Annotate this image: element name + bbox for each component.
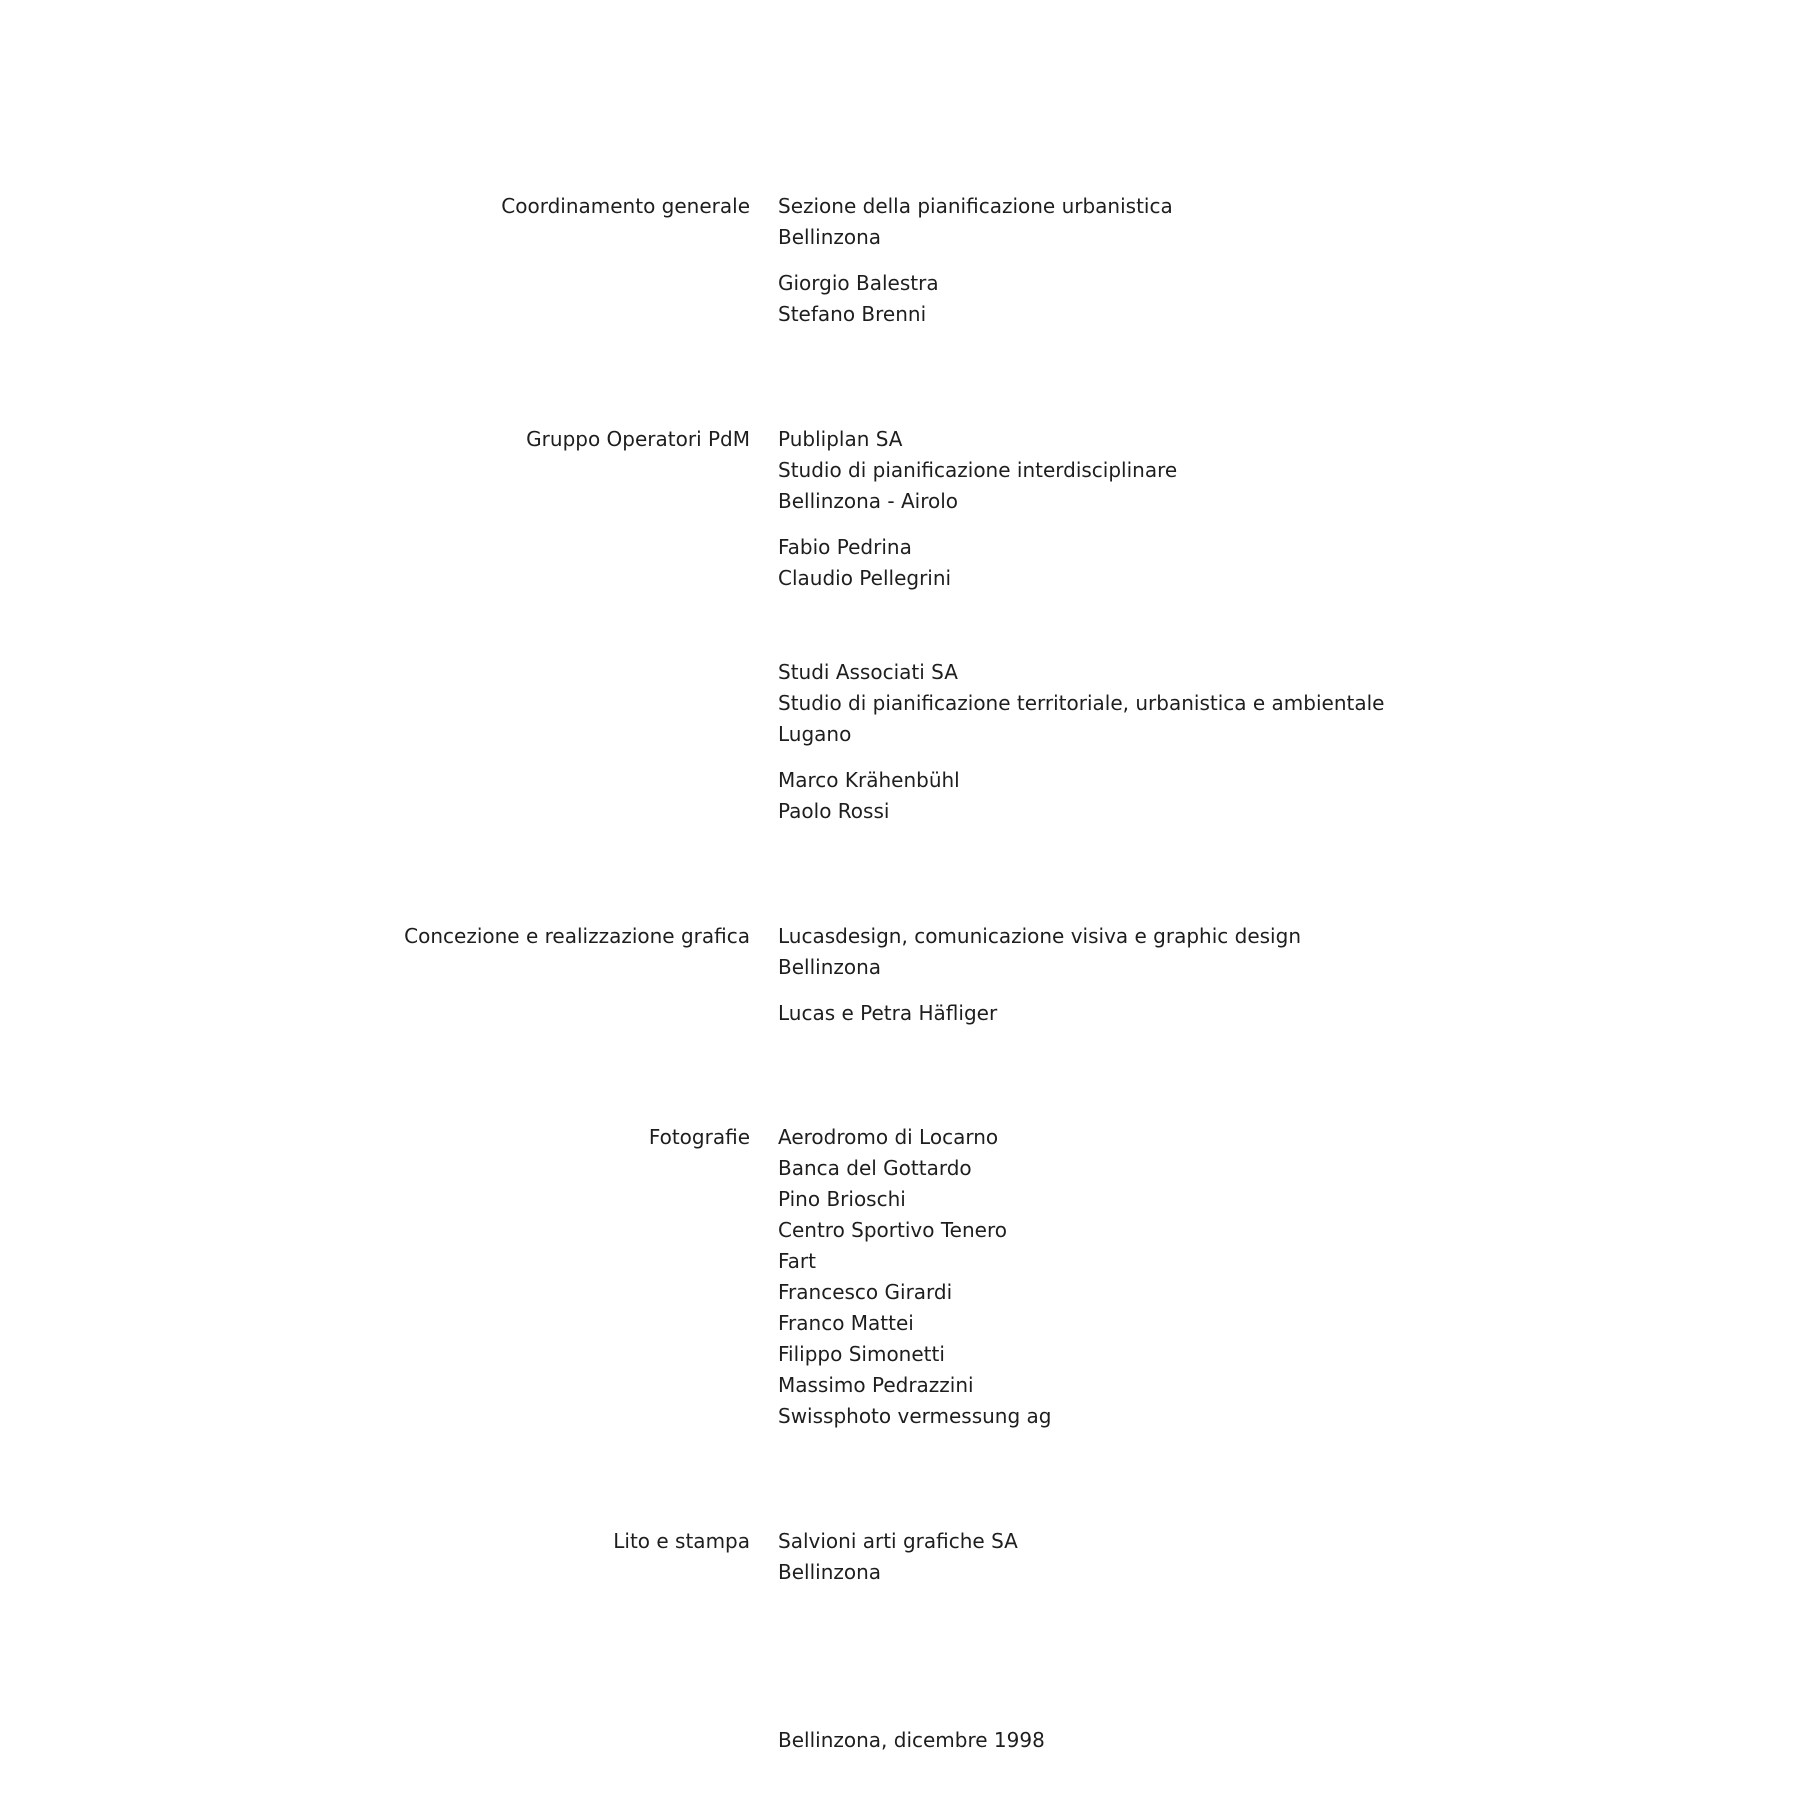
section-label: Fotografie bbox=[648, 1125, 750, 1149]
section-content bbox=[778, 1122, 1052, 1447]
credit-block bbox=[778, 1122, 1052, 1432]
credit-line: Bellinzona bbox=[778, 225, 882, 249]
credit-block bbox=[778, 921, 1301, 983]
credit-block bbox=[778, 1526, 1018, 1588]
section-label: Concezione e realizzazione grafica bbox=[404, 924, 750, 948]
credit-line: Centro Sportivo Tenero bbox=[778, 1218, 1007, 1242]
credit-line: Franco Mattei bbox=[778, 1311, 914, 1335]
section-label: Lito e stampa bbox=[613, 1529, 750, 1553]
credit-line: Banca del Gottardo bbox=[778, 1156, 972, 1180]
place-and-date: Bellinzona, dicembre 1998 bbox=[778, 1728, 1045, 1752]
section-content bbox=[778, 1526, 1018, 1603]
credit-line: Bellinzona bbox=[778, 1560, 882, 1584]
credit-line: Francesco Girardi bbox=[778, 1280, 953, 1304]
credit-line: Fabio Pedrina bbox=[778, 535, 912, 559]
section-content bbox=[778, 191, 1173, 345]
credit-line: Salvioni arti grafiche SA bbox=[778, 1529, 1018, 1553]
credit-line: Fart bbox=[778, 1249, 816, 1273]
credit-line: Bellinzona - Airolo bbox=[778, 489, 959, 513]
section-content bbox=[778, 921, 1301, 1044]
credit-line: Claudio Pellegrini bbox=[778, 566, 952, 590]
section-label: Coordinamento generale bbox=[501, 194, 750, 218]
credit-line: Studio di pianificazione interdisciplinare bbox=[778, 458, 1178, 482]
credit-block bbox=[778, 765, 1384, 827]
credit-line: Lucasdesign, comunicazione visiva e graphic design bbox=[778, 924, 1301, 948]
credit-block bbox=[778, 191, 1173, 253]
section-content bbox=[778, 657, 1384, 842]
section-content bbox=[778, 424, 1177, 609]
credit-block bbox=[778, 998, 1301, 1029]
credit-block bbox=[778, 268, 1173, 330]
credit-line: Swissphoto vermessung ag bbox=[778, 1404, 1052, 1428]
credit-block bbox=[778, 532, 1177, 594]
credit-block bbox=[778, 657, 1384, 750]
credit-line: Giorgio Balestra bbox=[778, 271, 939, 295]
credit-line: Sezione della pianificazione urbanistica bbox=[778, 194, 1173, 218]
credit-line: Lugano bbox=[778, 722, 852, 746]
credit-line: Bellinzona bbox=[778, 955, 882, 979]
credit-line: Stefano Brenni bbox=[778, 302, 927, 326]
section-label: Gruppo Operatori PdM bbox=[526, 427, 750, 451]
credit-line: Filippo Simonetti bbox=[778, 1342, 945, 1366]
credit-line: Studio di pianificazione territoriale, urbanistica e ambientale bbox=[778, 691, 1385, 715]
credit-line: Pino Brioschi bbox=[778, 1187, 906, 1211]
credit-block bbox=[778, 424, 1177, 517]
credit-line: Aerodromo di Locarno bbox=[778, 1125, 999, 1149]
credit-line: Publiplan SA bbox=[778, 427, 903, 451]
credit-line: Massimo Pedrazzini bbox=[778, 1373, 974, 1397]
credit-line: Studi Associati SA bbox=[778, 660, 958, 684]
credit-line: Paolo Rossi bbox=[778, 799, 890, 823]
credit-line: Lucas e Petra Häfliger bbox=[778, 1001, 998, 1025]
credit-line: Marco Krähenbühl bbox=[778, 768, 960, 792]
